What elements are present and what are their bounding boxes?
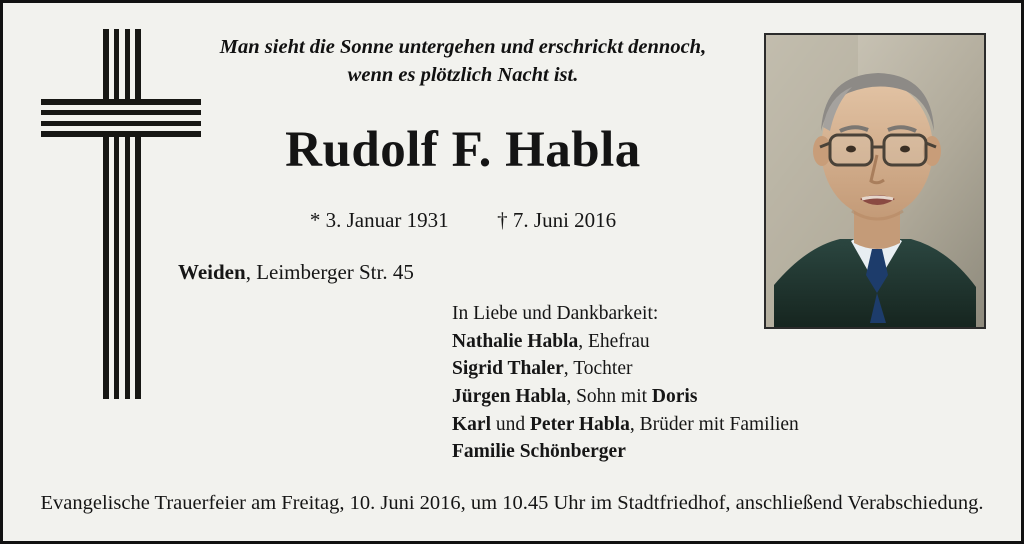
family-member-relation: , Sohn mit bbox=[566, 386, 652, 408]
address-city: Weiden bbox=[178, 260, 246, 284]
family-member-name-secondary: Doris bbox=[651, 386, 698, 408]
address-street: , Leimberger Str. 45 bbox=[245, 260, 414, 284]
funeral-service-info: Evangelische Trauerfeier am Freitag, 10. Juni 2016, um 10.45 Uhr im Stadtfriedhof, anschließend Verabschiedung. bbox=[40, 492, 984, 514]
family-member-name: Jürgen Habla bbox=[452, 386, 567, 408]
family-member-relation: , Tochter bbox=[563, 358, 633, 380]
life-dates bbox=[193, 208, 733, 233]
family-member-row bbox=[452, 383, 799, 411]
cross-vertical-bar bbox=[103, 29, 141, 399]
family-member-name-secondary: Peter Habla bbox=[530, 413, 630, 435]
family-block bbox=[452, 300, 799, 466]
family-member-row bbox=[452, 355, 799, 383]
family-member-relation-secondary: , Brüder mit Familien bbox=[629, 413, 799, 435]
family-member-row bbox=[452, 411, 799, 439]
christian-cross-icon bbox=[41, 29, 201, 399]
death-date: † 7. Juni 2016 bbox=[497, 208, 617, 232]
birth-date: * 3. Januar 1931 bbox=[309, 208, 449, 232]
memorial-verse bbox=[193, 33, 733, 90]
verse-line-1: Man sieht die Sonne untergehen und erschrickt dennoch, bbox=[219, 36, 707, 58]
family-intro: In Liebe und Dankbarkeit: bbox=[452, 303, 659, 324]
notice-inner bbox=[3, 3, 1021, 541]
family-member-relation: und bbox=[491, 413, 530, 435]
verse-line-2: wenn es plötzlich Nacht ist. bbox=[347, 64, 579, 87]
family-member-row bbox=[452, 438, 799, 466]
family-member-row bbox=[452, 328, 799, 356]
family-member-name: Sigrid Thaler bbox=[452, 358, 564, 380]
family-member-name: Familie Schönberger bbox=[452, 441, 626, 463]
family-member-name: Karl bbox=[452, 413, 491, 435]
deceased-name: Rudolf F. Habla bbox=[285, 122, 641, 178]
portrait-photo bbox=[764, 33, 986, 329]
portrait-image bbox=[766, 35, 984, 327]
address-line bbox=[178, 260, 414, 285]
cross-horizontal-bar bbox=[41, 99, 201, 137]
family-member-relation: , Ehefrau bbox=[578, 330, 650, 352]
family-member-name: Nathalie Habla bbox=[452, 330, 579, 352]
